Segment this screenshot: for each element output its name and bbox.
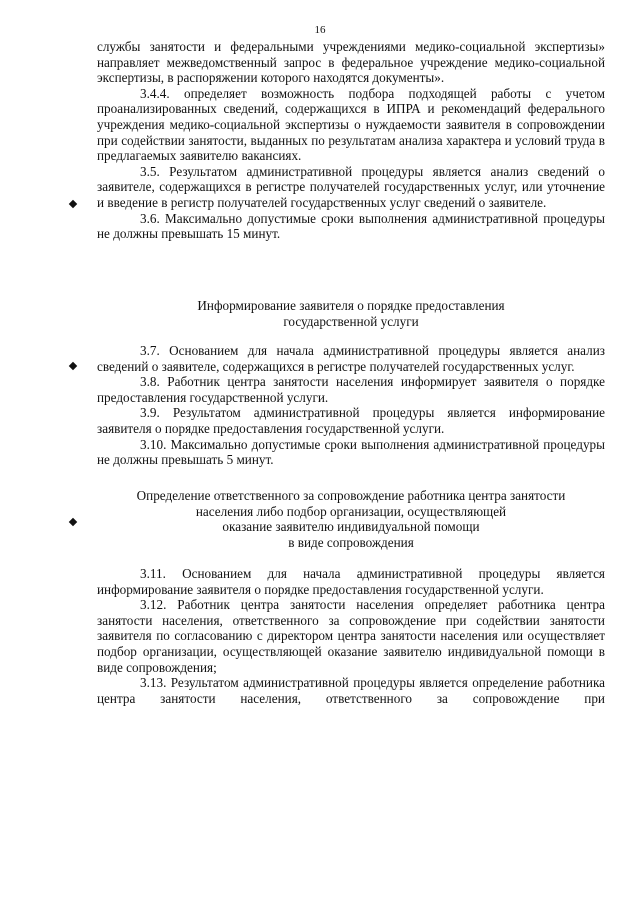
margin-bullet-2 [69,362,77,370]
heading-line: Определение ответственного за сопровождение работника центра занятости [136,488,566,503]
heading-line: населения либо подбор организации, осуществляющей [195,503,507,519]
paragraph-3-12: 3.12. Работник центра занятости населения определяет работника центра занятости населения, ответственного за сопровождение при содействии занятости заявителя по согласованию с директором центра занятости населения или осуществляет подбор организации, осуществляющей оказание заявителю индивидуальной помощи в виде сопровождения; [97,597,605,675]
margin-bullet-1 [69,200,77,208]
margin-bullet-3 [69,518,77,526]
paragraph-3-4-4: 3.4.4. определяет возможность подбора подходящей работы с учетом проанализированных сведений, содержащихся в ИПРА и рекомендаций федерального учреждения медико-социальной экспертизы о нуждаемости заявителя в сопровождении при содействии занятости, выданных по результатам анализа характера и условий труда в предлагаемых заявителю вакансиях. [97,85,605,164]
paragraph-3-7: 3.7. Основанием для начала административной процедуры является анализ сведений о заявителе, содержащихся в регистре получателей государственных услуг. [97,343,605,374]
section-heading-support [97,488,605,550]
heading-line: оказание заявителю индивидуальной помощи [222,519,480,535]
paragraph-3-5: 3.5. Результатом административной процедуры является анализ сведений о заявителе, содержащихся в регистре получателей государственных услуг, или уточнение и введение в регистр получателей государственных услуг сведений о заявителе. [97,163,605,210]
heading-line: в виде сопровождения [288,534,414,550]
text-block-1 [97,39,605,242]
paragraph-continuation: службы занятости и федеральными учреждениями медико-социальной экспертизы» направляет межведомственный запрос в федеральное учреждение медико-социальной экспертизы, в распоряжении которого находятся документы». [97,39,605,86]
paragraph-3-8: 3.8. Работник центра занятости населения информирует заявителя о порядке предоставления государственной услуги. [97,374,605,405]
paragraph-3-10: 3.10. Максимально допустимые сроки выполнения административной процедуры не должны превышать 5 минут. [97,436,605,468]
heading-line: Информирование заявителя о порядке предоставления [197,298,505,313]
text-block-3 [97,566,605,706]
section-heading-informing [97,298,605,329]
paragraph-3-9: 3.9. Результатом административной процедуры является информирование заявителя о порядке предоставления государственной услуги. [97,405,605,436]
paragraph-3-6: 3.6. Максимально допустимые сроки выполнения административной процедуры не должны превышать 15 минут. [97,210,605,242]
page-number: 16 [314,24,326,36]
heading-line: государственной услуги [283,313,419,329]
paragraph-3-13: 3.13. Результатом административной процедуры является определение работника центра занятости населения, ответственного за сопровождение при [97,675,605,706]
text-block-2 [97,343,605,468]
paragraph-3-11: 3.11. Основанием для начала административной процедуры является информирование заявителя о порядке предоставления государственной услуги. [97,566,605,597]
